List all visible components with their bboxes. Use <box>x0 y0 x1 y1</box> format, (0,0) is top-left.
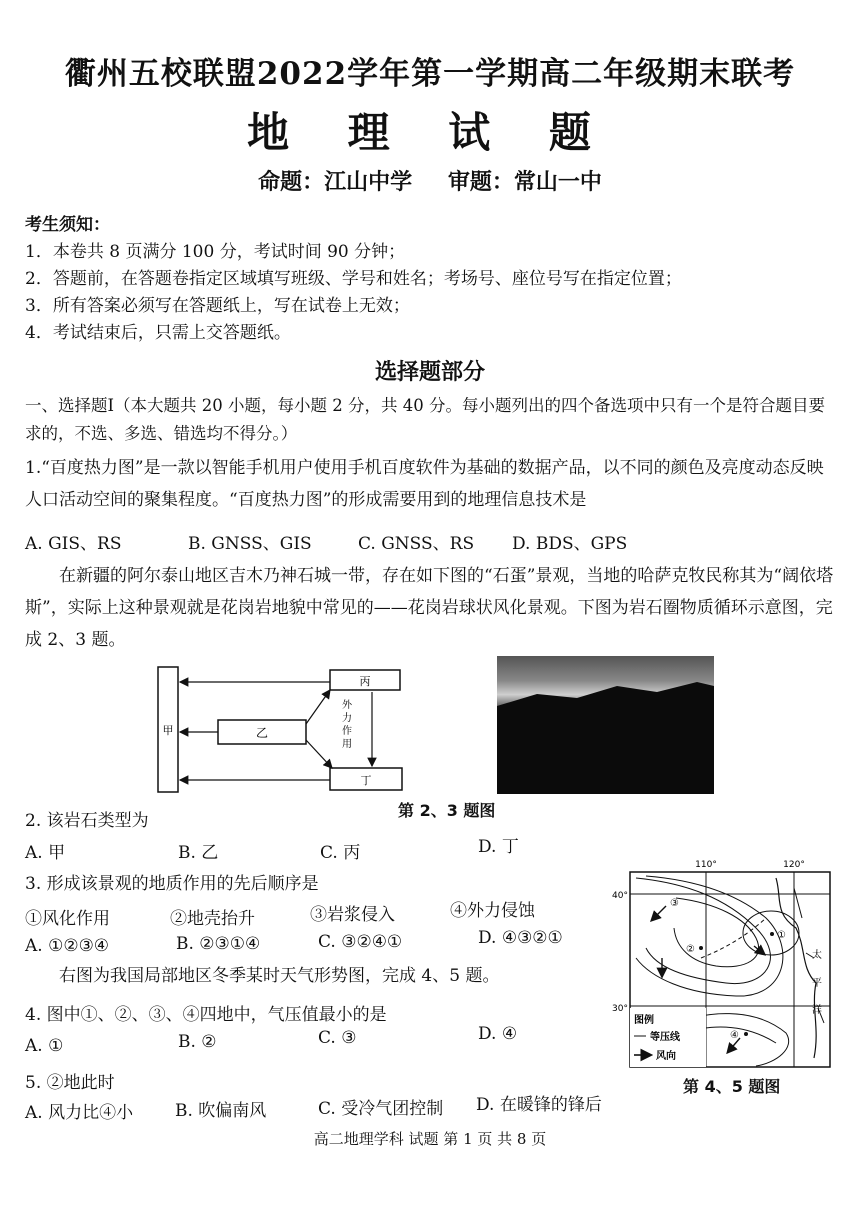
author: 命题：江山中学 <box>258 169 413 195</box>
q4-option-c: C. ③ <box>318 1028 357 1048</box>
q4-option-a: A. ① <box>25 1036 64 1056</box>
notice-item: 2．答题前，在答题卷指定区域填写班级、学号和姓名；考场号、座位号写在指定位置； <box>25 269 682 289</box>
lon-label-120: 120° <box>783 860 805 870</box>
figure-caption-4-5: 第 4、5 题图 <box>683 1077 781 1096</box>
figure-caption-2-3: 第 2、3 题图 <box>398 801 496 820</box>
question-1-stem: 1.“百度热力图”是一款以智能手机用户使用手机百度软件为基础的数据产品，以不同的颜色及亮度动态反映人口活动空间的聚集程度。“百度热力图”的形成需要用到的地理信息技术是 <box>25 458 824 510</box>
q1-option-d: D. BDS、GPS <box>512 534 628 554</box>
question-5-stem: 5. ②地此时 <box>25 1073 115 1093</box>
weather-map <box>606 858 838 1073</box>
lon-label-110: 110° <box>695 860 717 870</box>
ocean-label-2: 平 <box>812 978 822 989</box>
legend-title: 图例 <box>634 1015 654 1026</box>
external-force-label: 外力作用 <box>342 700 352 750</box>
legend-wind: 风向 <box>656 1051 676 1062</box>
author-line <box>0 165 860 196</box>
q5-option-d: D. 在暖锋的锋后 <box>476 1095 602 1115</box>
ocean-label-1: 太 <box>812 950 822 961</box>
notice-heading: 考生须知： <box>25 215 110 235</box>
q3-process-1: ①风化作用 <box>25 909 110 929</box>
q2-option-a: A. 甲 <box>25 843 66 863</box>
box-ding-label: 丁 <box>360 774 372 787</box>
passage-2-3: 在新疆的阿尔泰山地区吉木乃神石城一带，存在如下图的“石蛋”景观，当地的哈萨克牧民称其为“阔依塔斯”，实际上这种景观就是花岗岩地貌中常见的——花岗岩球状风化景观。下图为岩石圈物质循环示意图，完成 2、3 题。 <box>25 566 834 650</box>
q1-option-c: C. GNSS、RS <box>358 534 475 554</box>
q3-option-c: C. ③②④① <box>318 932 403 952</box>
part-heading: 一、选择题Ⅰ（本大题共 20 小题，每小题 2 分，共 40 分。每小题列出的四个备选项中只有一个是符合题目要求的，不选、多选、错选均不得分。） <box>25 396 825 443</box>
page-footer: 高二地理学科 试题 第 1 页 共 8 页 <box>313 1130 547 1148</box>
point-4-label: ④ <box>730 1030 739 1041</box>
q2-option-c: C. 丙 <box>320 843 361 863</box>
q1-option-b: B. GNSS、GIS <box>188 534 312 554</box>
q2-option-d: D. 丁 <box>478 837 519 857</box>
q5-option-b: B. 吹偏南风 <box>175 1101 267 1121</box>
subject-title: 地 理 试 题 <box>247 108 613 157</box>
box-yi-label: 乙 <box>255 726 269 740</box>
q3-process-4: ④外力侵蚀 <box>450 901 535 921</box>
box-jia-label: 甲 <box>162 724 174 737</box>
q1-option-a: A. GIS、RS <box>25 534 122 554</box>
stone-egg-photo <box>497 656 714 794</box>
exam-title: 衢州五校联盟2022学年第一学期高二年级期末联考 <box>64 56 796 92</box>
q3-option-b: B. ②③①④ <box>176 934 261 954</box>
point-2-label: ② <box>686 944 695 955</box>
reviewer: 审题：常山一中 <box>447 169 602 195</box>
notice-item: 3．所有答案必须写在答题纸上，写在试卷上无效； <box>25 296 410 316</box>
q3-process-2: ②地壳抬升 <box>170 909 255 929</box>
q3-process-3: ③岩浆侵入 <box>310 905 395 925</box>
legend-isobar: 等压线 <box>650 1032 680 1043</box>
rock-cycle-diagram <box>150 662 410 797</box>
ocean-label-3: 洋 <box>812 1005 822 1016</box>
notice-item: 1．本卷共 8 页满分 100 分，考试时间 90 分钟； <box>25 242 406 262</box>
section-title: 选择题部分 <box>374 359 485 385</box>
question-2-stem: 2. 该岩石类型为 <box>25 811 149 831</box>
q5-option-a: A. 风力比④小 <box>25 1103 134 1123</box>
point-1-label: ① <box>777 930 786 941</box>
q2-option-b: B. 乙 <box>178 843 219 863</box>
point-3-label: ③ <box>670 898 679 909</box>
q4-option-d: D. ④ <box>478 1024 518 1044</box>
passage-4-5: 右图为我国局部地区冬季某时天气形势图，完成 4、5 题。 <box>59 966 500 986</box>
lat-label-40: 40° <box>612 891 628 901</box>
question-3-stem: 3. 形成该景观的地质作用的先后顺序是 <box>25 874 319 894</box>
q4-option-b: B. ② <box>178 1032 217 1052</box>
lat-label-30: 30° <box>612 1004 628 1014</box>
q3-option-d: D. ④③②① <box>478 928 563 948</box>
question-4-stem: 4. 图中①、②、③、④四地中，气压值最小的是 <box>25 1005 387 1025</box>
q3-option-a: A. ①②③④ <box>25 936 110 956</box>
notice-item: 4．考试结束后，只需上交答题纸。 <box>25 323 291 343</box>
box-bing-label: 丙 <box>359 675 371 688</box>
q5-option-c: C. 受冷气团控制 <box>318 1099 444 1119</box>
